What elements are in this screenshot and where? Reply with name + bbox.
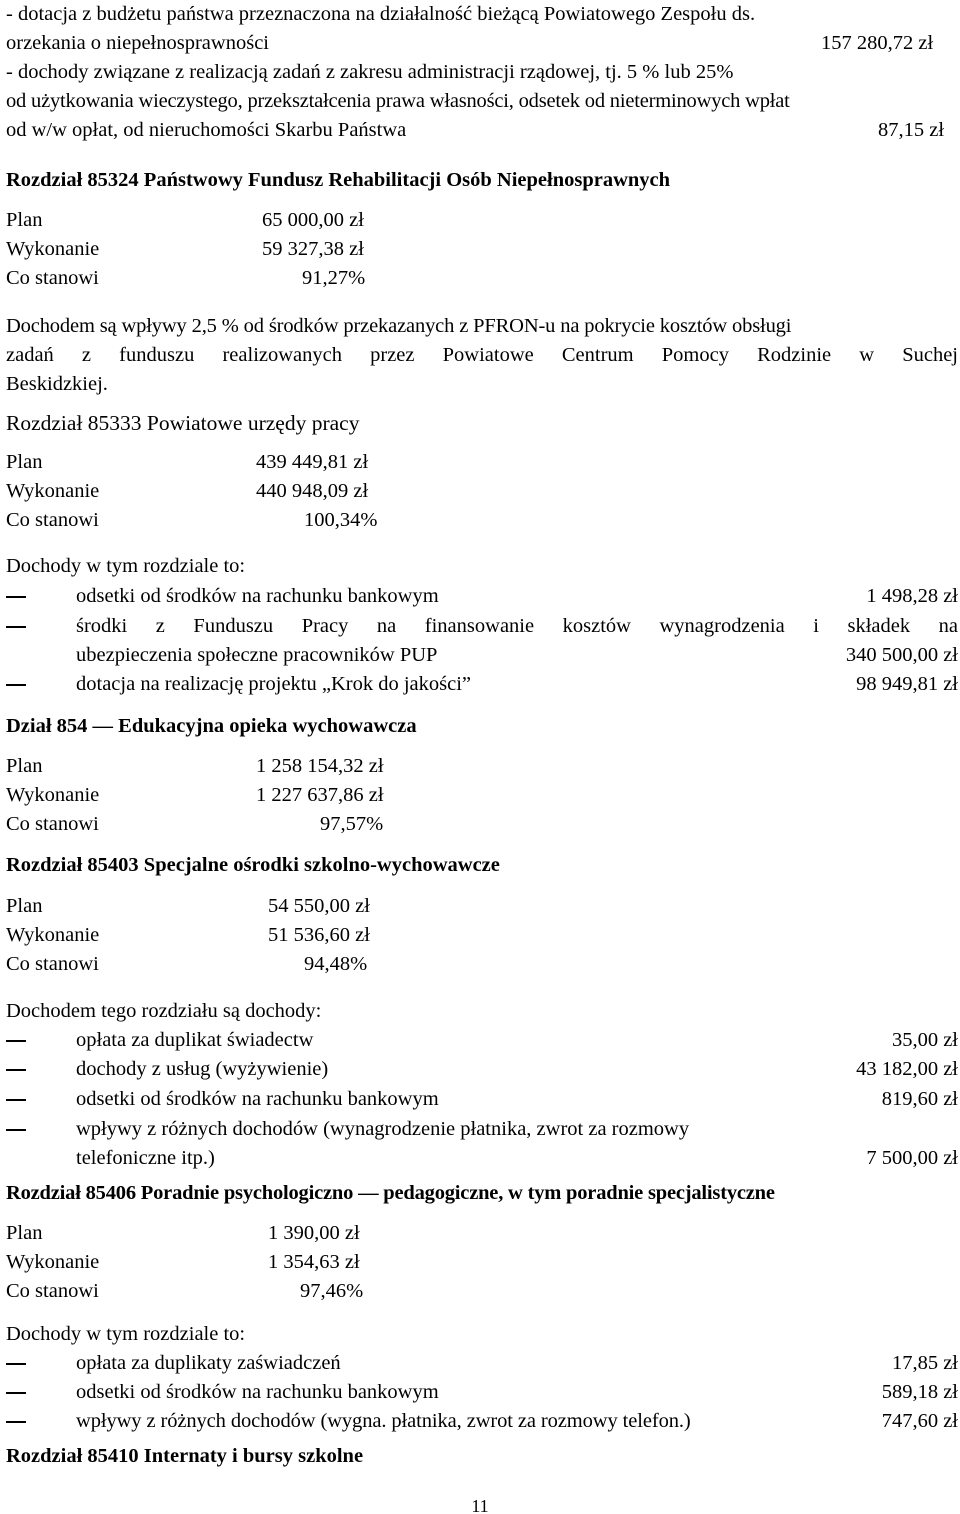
stat-value: 439 449,81 zł xyxy=(256,451,369,473)
stat-plan xyxy=(6,892,958,921)
stat-ratio xyxy=(6,950,958,979)
item-text: opłata za duplikat świadectw xyxy=(76,1029,314,1051)
item-text: wpływy z różnych dochodów (wygna. płatnika, zwrot za rozmowy telefon.) xyxy=(76,1410,691,1432)
stat-value: 51 536,60 zł xyxy=(268,924,370,946)
intro-text: - dotacja z budżetu państwa przeznaczona na działalność bieżącą Powiatowego Zespołu ds. xyxy=(6,3,756,25)
stat-label: Plan xyxy=(6,755,43,777)
item-text: ubezpieczenia społeczne pracowników PUP xyxy=(76,644,438,666)
stat-value: 97,57% xyxy=(320,813,384,835)
list-item xyxy=(6,1085,958,1114)
paragraph-text: Dochodem są wpływy 2,5 % od środków przekazanych z PFRON-u na pokrycie kosztów obsługi xyxy=(6,315,792,337)
stat-plan xyxy=(6,206,958,235)
stat-label: Wykonanie xyxy=(6,924,100,946)
list-item xyxy=(6,1026,958,1055)
stat-label: Co stanowi xyxy=(6,267,99,289)
section-heading-854 xyxy=(6,712,958,741)
list-item-continuation xyxy=(6,1144,958,1173)
section-heading-85406 xyxy=(6,1179,958,1208)
section-heading-85324 xyxy=(6,166,958,195)
stat-ratio xyxy=(6,506,958,535)
stat-plan xyxy=(6,448,958,477)
stat-label: Co stanowi xyxy=(6,1280,99,1302)
item-amount: 747,60 zł xyxy=(881,1410,958,1432)
intro-text: orzekania o niepełnosprawności xyxy=(6,32,269,54)
heading-text: Rozdział 85333 Powiatowe urzędy pracy xyxy=(6,411,360,435)
heading-text: Rozdział 85324 Państwowy Fundusz Rehabilitacji Osób Niepełnosprawnych xyxy=(6,169,671,191)
dash-icon xyxy=(6,1069,26,1071)
item-text: dotacja na realizację projektu „Krok do jakości” xyxy=(76,673,472,695)
stat-value: 100,34% xyxy=(304,509,378,531)
paragraph-line xyxy=(6,370,958,399)
intro-text: - dochody związane z realizacją zadań z zakresu administracji rządowej, tj. 5 % lub 25% xyxy=(6,61,734,83)
item-text: wpływy z różnych dochodów (wynagrodzenie płatnika, zwrot za rozmowy xyxy=(76,1118,690,1140)
item-text: odsetki od środków na rachunku bankowym xyxy=(76,585,439,607)
stat-value: 59 327,38 zł xyxy=(262,238,364,260)
stat-label: Wykonanie xyxy=(6,480,100,502)
stat-execution xyxy=(6,921,958,950)
paragraph-text: Beskidzkiej. xyxy=(6,373,108,395)
list-intro xyxy=(6,997,958,1026)
stat-execution xyxy=(6,235,958,264)
stat-label: Co stanowi xyxy=(6,953,99,975)
dash-icon xyxy=(6,626,26,628)
section-heading-85410 xyxy=(6,1442,958,1471)
heading-text: Dział 854 — Edukacyjna opieka wychowawcza xyxy=(6,715,417,737)
list-intro xyxy=(6,552,958,581)
dash-icon xyxy=(6,1421,26,1423)
list-intro-text: Dochody w tym rozdziale to: xyxy=(6,555,246,577)
item-amount: 7 500,00 zł xyxy=(866,1147,958,1169)
stat-label: Wykonanie xyxy=(6,1251,100,1273)
stat-label: Plan xyxy=(6,209,43,231)
stat-execution xyxy=(6,1248,958,1277)
list-item xyxy=(6,612,958,641)
dash-icon xyxy=(6,1129,26,1131)
list-item xyxy=(6,1349,958,1378)
stat-label: Wykonanie xyxy=(6,238,100,260)
stat-label: Plan xyxy=(6,1222,43,1244)
item-text: dochody z usług (wyżywienie) xyxy=(76,1058,329,1080)
intro-text: od użytkowania wieczystego, przekształcenia prawa własności, odsetek od nieterminowych wpłat xyxy=(6,90,790,112)
intro-line-4 xyxy=(6,87,958,116)
stat-value: 1 390,00 zł xyxy=(268,1222,360,1244)
item-amount: 819,60 zł xyxy=(881,1088,958,1110)
stat-value: 65 000,00 zł xyxy=(262,209,364,231)
item-text: odsetki od środków na rachunku bankowym xyxy=(76,1088,439,1110)
item-text: telefoniczne itp.) xyxy=(76,1147,215,1169)
item-amount: 589,18 zł xyxy=(881,1381,958,1403)
stat-execution xyxy=(6,477,958,506)
list-item-continuation xyxy=(6,641,958,670)
heading-text: Rozdział 85410 Internaty i bursy szkolne xyxy=(6,1445,364,1467)
list-item xyxy=(6,670,958,699)
stat-value: 440 948,09 zł xyxy=(256,480,369,502)
paragraph-line xyxy=(6,341,958,370)
stat-value: 1 227 637,86 zł xyxy=(256,784,384,806)
page-number: 11 xyxy=(471,1496,489,1514)
stat-label: Plan xyxy=(6,895,43,917)
dash-icon xyxy=(6,596,26,598)
stat-label: Co stanowi xyxy=(6,509,99,531)
stat-execution xyxy=(6,781,958,810)
item-text: odsetki od środków na rachunku bankowym xyxy=(76,1381,439,1403)
stat-label: Wykonanie xyxy=(6,784,100,806)
intro-line-5 xyxy=(6,116,958,145)
stat-value: 1 258 154,32 zł xyxy=(256,755,384,777)
stat-plan xyxy=(6,1219,958,1248)
list-item xyxy=(6,1378,958,1407)
item-text: opłata za duplikaty zaświadczeń xyxy=(76,1352,341,1374)
item-amount: 98 949,81 zł xyxy=(856,673,958,695)
item-amount: 43 182,00 zł xyxy=(856,1058,958,1080)
item-amount: 17,85 zł xyxy=(891,1352,958,1374)
intro-amount: 157 280,72 zł xyxy=(821,32,934,54)
stat-value: 94,48% xyxy=(304,953,368,975)
intro-amount: 87,15 zł xyxy=(878,119,945,141)
list-intro-text: Dochodem tego rozdziału są dochody: xyxy=(6,1000,322,1022)
heading-text: Rozdział 85403 Specjalne ośrodki szkolno-wychowawcze xyxy=(6,854,500,876)
list-item xyxy=(6,582,958,611)
list-intro xyxy=(6,1320,958,1349)
intro-line-2 xyxy=(6,29,958,58)
item-text: środki z Funduszu Pracy na finansowanie kosztów wynagrodzenia i składek na xyxy=(76,615,958,637)
item-amount: 35,00 zł xyxy=(891,1029,958,1051)
stat-value: 91,27% xyxy=(302,267,366,289)
stat-label: Plan xyxy=(6,451,43,473)
stat-value: 97,46% xyxy=(300,1280,364,1302)
dash-icon xyxy=(6,1392,26,1394)
stat-value: 54 550,00 zł xyxy=(268,895,370,917)
item-amount: 1 498,28 zł xyxy=(866,585,958,607)
paragraph-text: zadań z funduszu realizowanych przez Powiatowe Centrum Pomocy Rodzinie w Suchej xyxy=(6,344,958,366)
stat-label: Co stanowi xyxy=(6,813,99,835)
dash-icon xyxy=(6,1363,26,1365)
list-item xyxy=(6,1407,958,1436)
intro-text: od w/w opłat, od nieruchomości Skarbu Państwa xyxy=(6,119,407,141)
section-heading-85333 xyxy=(6,409,958,438)
stat-ratio xyxy=(6,264,958,293)
list-intro-text: Dochody w tym rozdziale to: xyxy=(6,1323,246,1345)
list-item xyxy=(6,1055,958,1084)
stat-ratio xyxy=(6,1277,958,1306)
item-amount: 340 500,00 zł xyxy=(845,644,958,666)
paragraph-line xyxy=(6,312,958,341)
intro-line-3 xyxy=(6,58,958,87)
stat-value: 1 354,63 zł xyxy=(268,1251,360,1273)
dash-icon xyxy=(6,1099,26,1101)
intro-line-1 xyxy=(6,0,958,29)
section-heading-85403 xyxy=(6,851,958,880)
dash-icon xyxy=(6,1040,26,1042)
dash-icon xyxy=(6,684,26,686)
stat-ratio xyxy=(6,810,958,839)
list-item xyxy=(6,1115,958,1144)
heading-text: Rozdział 85406 Poradnie psychologiczno — pedagogiczne, w tym poradnie specjalistyczne xyxy=(6,1182,775,1204)
stat-plan xyxy=(6,752,958,781)
